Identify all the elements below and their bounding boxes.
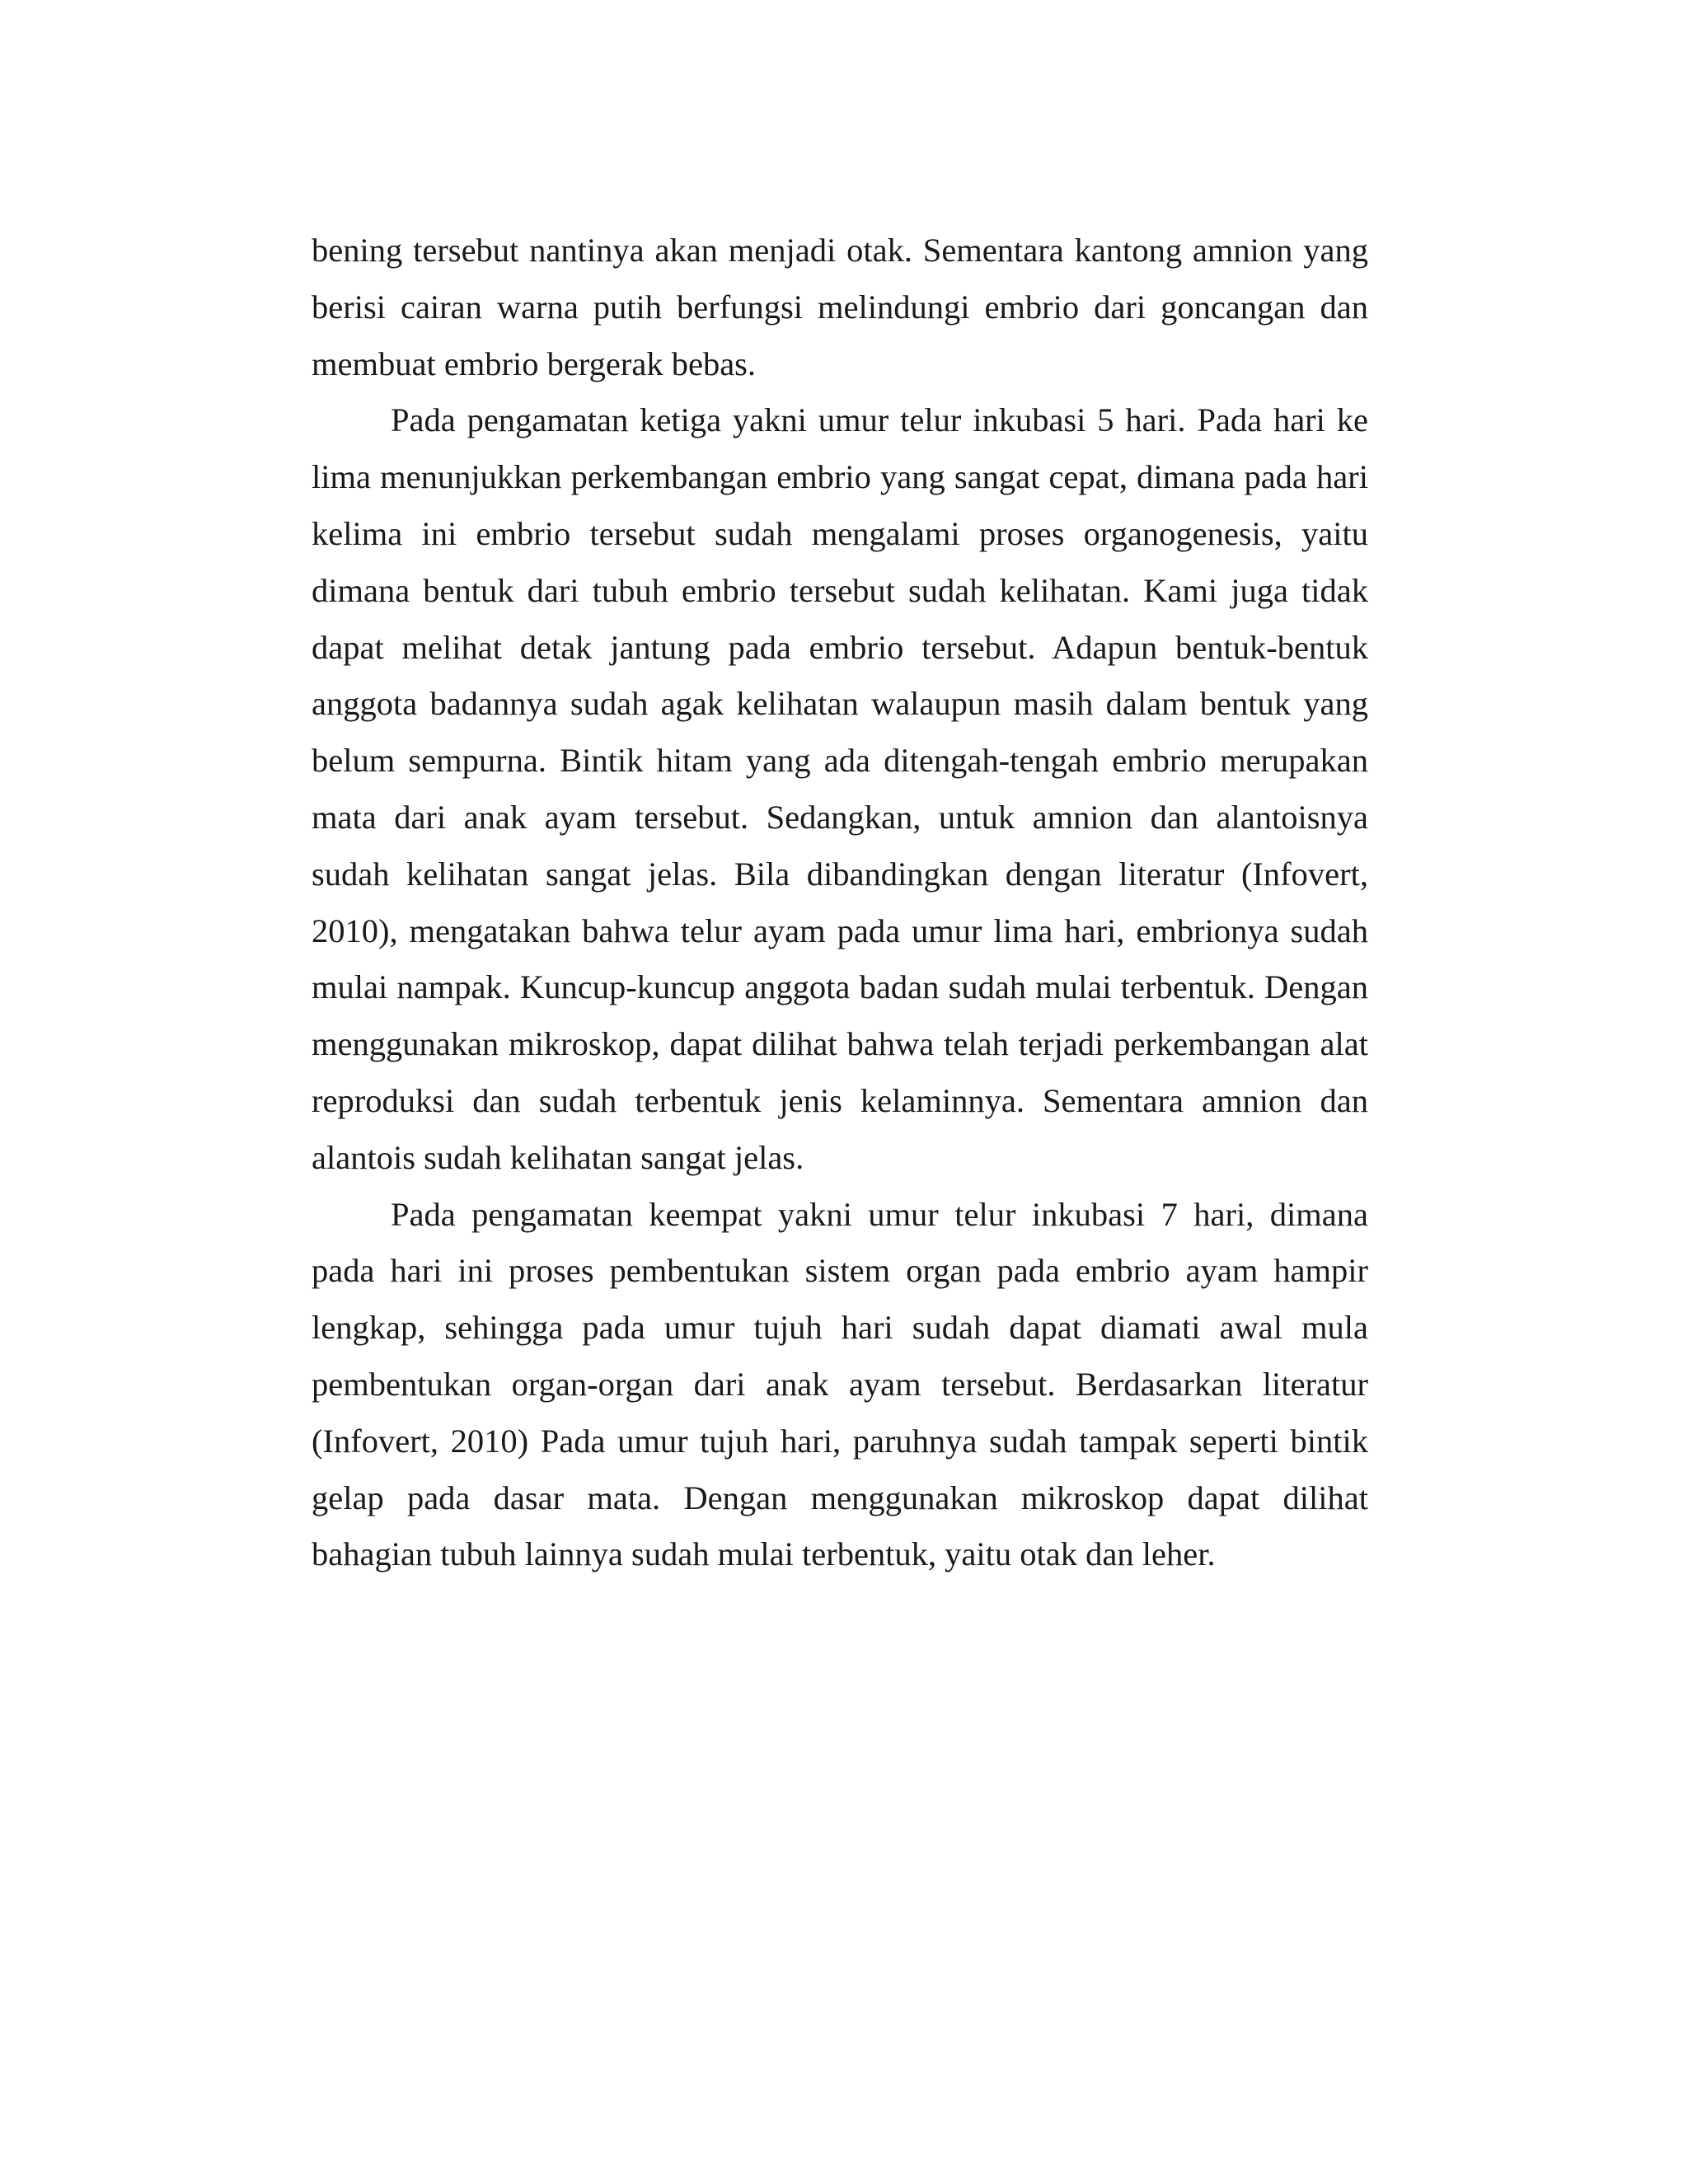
paragraph-third-observation: Pada pengamatan ketiga yakni umur telur inkubasi 5 hari. Pada hari ke lima menunjukkan perkembangan embrio yang sangat cepat, dimana pada hari kelima ini embrio tersebut sudah mengalami proses organogenesis, yaitu dimana bentuk dari tubuh embrio tersebut sudah kelihatan. Kami juga tidak dapat melihat detak jantung pada embrio tersebut. Adapun bentuk-bentuk anggota badannya sudah agak kelihatan walaupun masih dalam bentuk yang belum sempurna. Bintik hitam yang ada ditengah-tengah embrio merupakan mata dari anak ayam tersebut. Sedangkan, untuk amnion dan alantoisnya sudah kelihatan sangat jelas. Bila dibandingkan dengan literatur (Infovert, 2010), mengatakan bahwa telur ayam pada umur lima hari, embrionya sudah mulai nampak. Kuncup-kuncup anggota badan sudah mulai terbentuk. Dengan menggunakan mikroskop, dapat dilihat bahwa telah terjadi perkembangan alat reproduksi dan sudah terbentuk jenis kelaminnya. Sementara amnion dan alantois sudah kelihatan sangat jelas. xyxy=(312,401,1368,1176)
paragraph-fourth-observation: Pada pengamatan keempat yakni umur telur inkubasi 7 hari, dimana pada hari ini proses pembentukan sistem organ pada embrio ayam hampir lengkap, sehingga pada umur tujuh hari sudah dapat diamati awal mula pembentukan organ-organ dari anak ayam tersebut. Berdasarkan literatur (Infovert, 2010) Pada umur tujuh hari, paruhnya sudah tampak seperti bintik gelap pada dasar mata. Dengan menggunakan mikroskop dapat dilihat bahagian tubuh lainnya sudah mulai terbentuk, yaitu otak dan leher. xyxy=(312,1195,1368,1573)
body-text xyxy=(312,223,1368,1583)
paragraph-continuation: bening tersebut nantinya akan menjadi otak. Sementara kantong amnion yang berisi cairan warna putih berfungsi melindungi embrio dari goncangan dan membuat embrio bergerak bebas. xyxy=(312,232,1368,382)
